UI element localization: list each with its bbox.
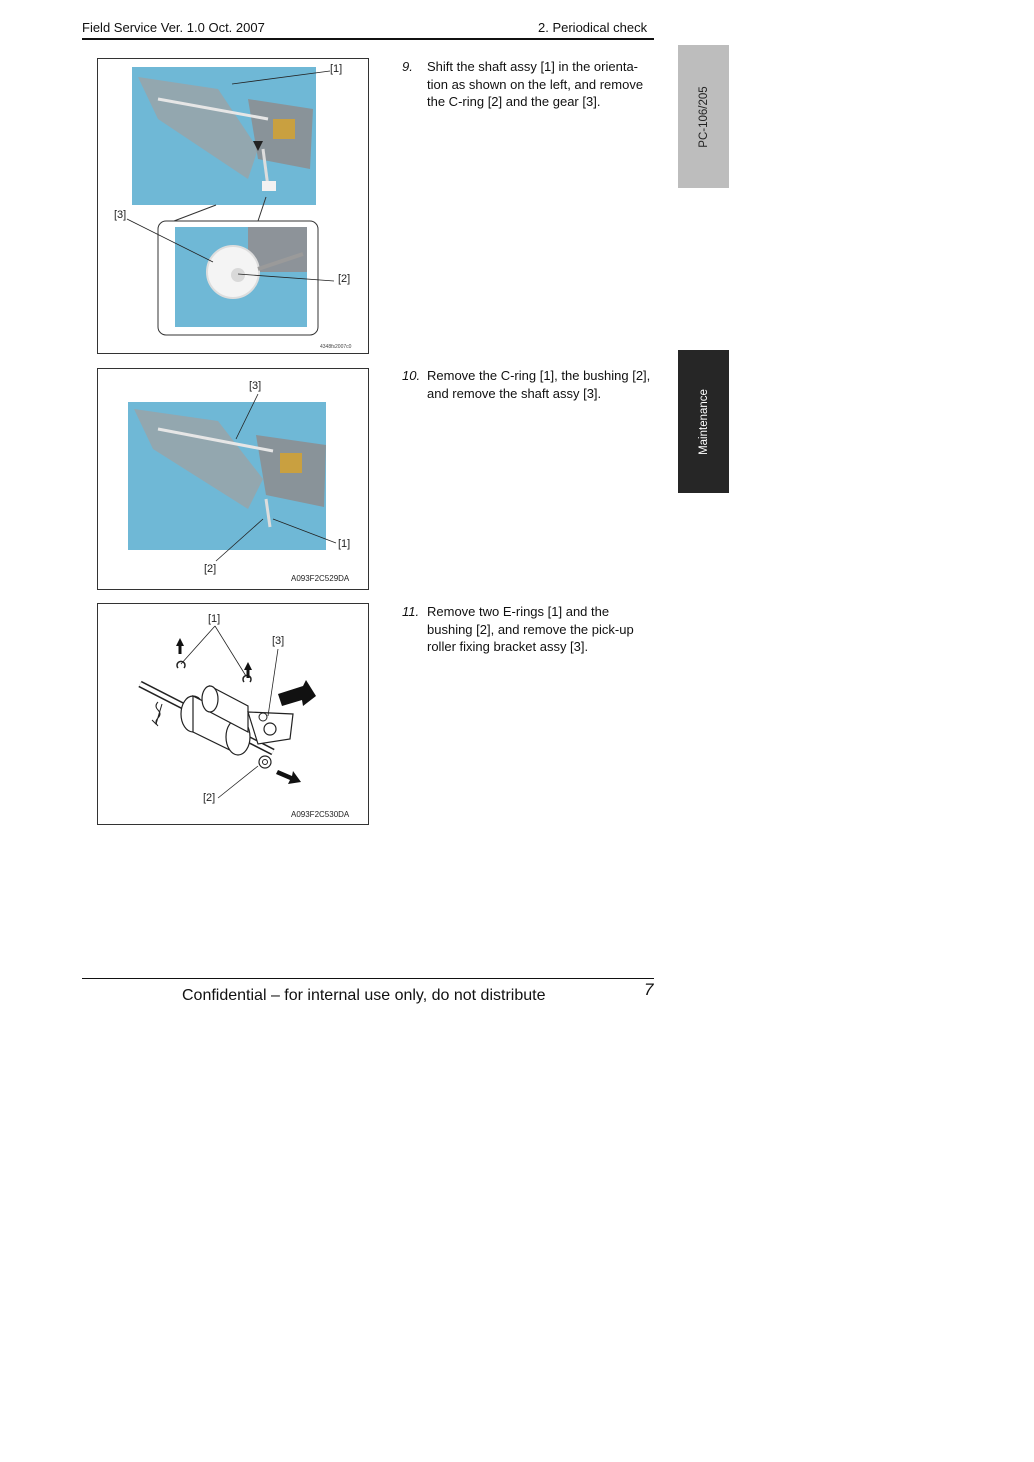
tab-maintenance — [678, 350, 729, 493]
tab-maintenance-label: Maintenance — [697, 388, 710, 455]
figure-3-callout-1: [1] — [208, 613, 221, 625]
tab-model-label: PC-106/205 — [697, 85, 710, 148]
figure-step-9-illustration — [98, 59, 368, 353]
page-number: 7 — [644, 980, 654, 999]
figure-step-11 — [97, 603, 369, 825]
footer-rule — [82, 978, 654, 979]
figure-step-10 — [97, 368, 369, 590]
step-10-number: 10. — [402, 368, 421, 383]
step-9-number: 9. — [402, 59, 413, 74]
header-left: Field Service Ver. 1.0 Oct. 2007 — [82, 20, 265, 35]
figure-step-9 — [97, 58, 369, 354]
step-11-number: 11. — [402, 604, 420, 619]
step-11-text: Remove two E-rings [1] and the bushing [2], and remove the pick-up roller fixing bracket assy [3]. — [427, 604, 634, 654]
figure-1-callout-1: [1] — [330, 63, 343, 75]
header-right: 2. Periodical check — [538, 20, 648, 35]
figure-3-callout-2: [2] — [203, 792, 216, 804]
figure-1-code: 4348fs2007c0 — [320, 344, 352, 350]
step-9-text: Shift the shaft assy [1] in the orienta-tion as shown on the left, and remove the C-ring [2] and the gear [3]. — [427, 59, 644, 109]
figure-step-10-illustration — [98, 369, 368, 589]
figure-step-11-illustration — [98, 604, 368, 824]
footer-confidential: Confidential – for internal use only, do not distribute — [182, 987, 546, 1004]
figure-2-callout-1: [1] — [338, 538, 351, 550]
figure-2-code: A093F2C529DA — [291, 574, 350, 583]
figure-3-callout-3: [3] — [272, 635, 285, 647]
figure-2-callout-2: [2] — [204, 563, 217, 575]
tab-model — [678, 45, 729, 188]
figure-1-callout-2: [2] — [338, 273, 351, 285]
figure-2-callout-3: [3] — [249, 380, 262, 392]
figure-3-code: A093F2C530DA — [291, 810, 350, 819]
figure-1-callout-3: [3] — [114, 209, 127, 221]
step-10-text: Remove the C-ring [1], the bushing [2], and remove the shaft assy [3]. — [427, 368, 651, 401]
header-rule — [82, 38, 654, 40]
